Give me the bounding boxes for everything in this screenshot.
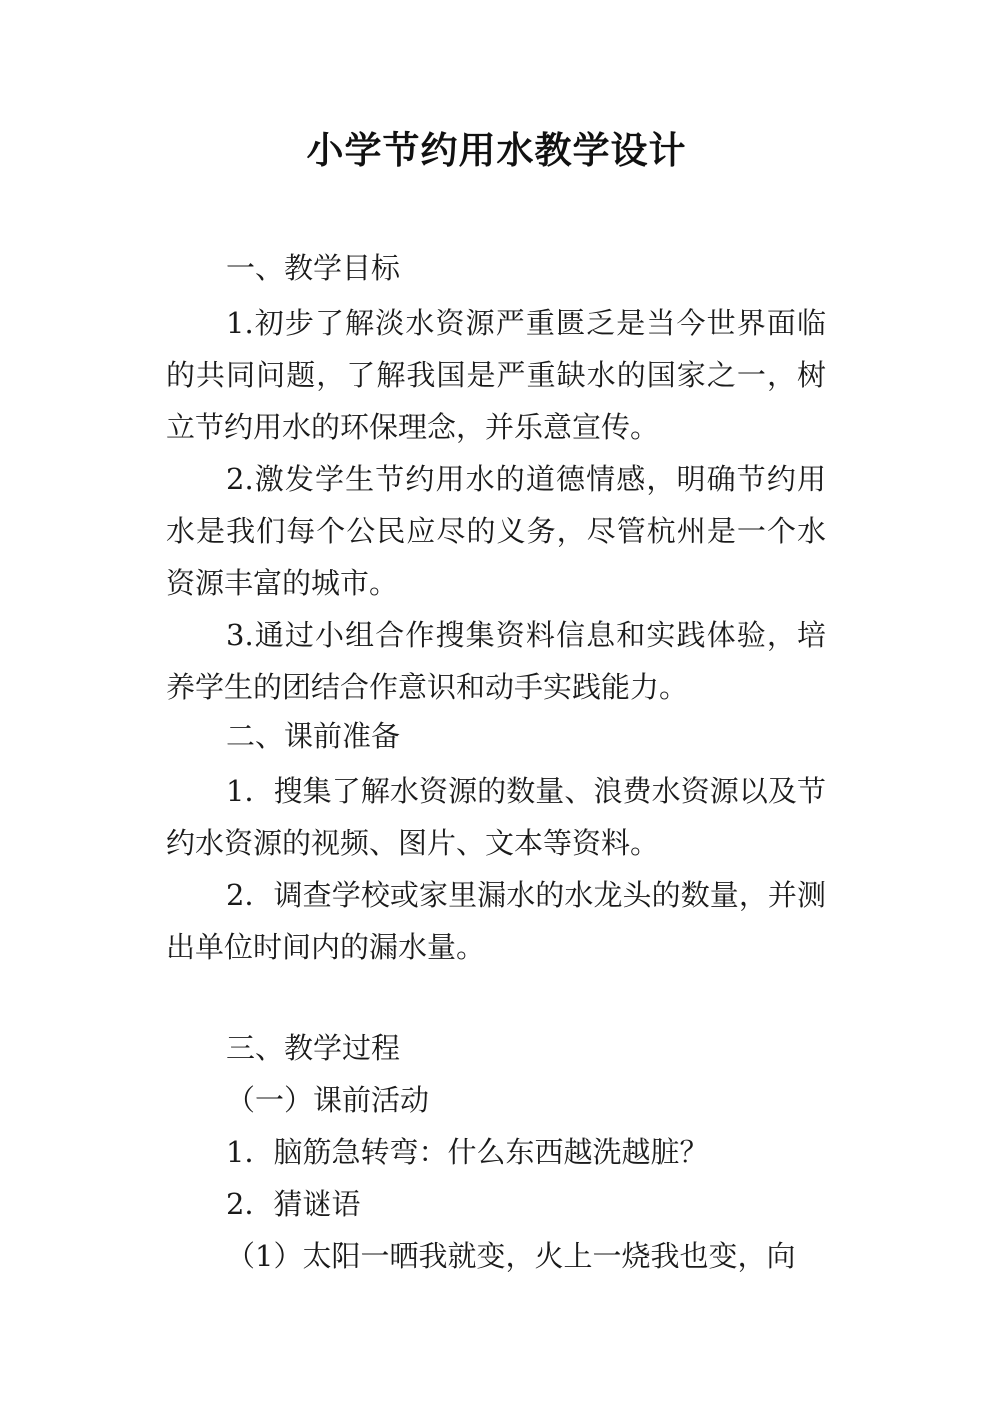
objective-paragraph-1: 1.初步了解淡水资源严重匮乏是当今世界面临的共同问题，了解我国是严重缺水的国家之一，树立节约用水的环保理念，并乐意宣传。 [166, 306, 826, 444]
subsection-heading-pre-class: （一）课前活动 [226, 1083, 430, 1117]
section-heading-preparation: 二、课前准备 [226, 719, 401, 753]
objective-paragraph-3: 3.通过小组合作搜集资料信息和实践体验，培养学生的团结合作意识和动手实践能力。 [166, 618, 826, 704]
preparation-paragraph-2: 2．调查学校或家里漏水的水龙头的数量，并测出单位时间内的漏水量。 [166, 878, 826, 964]
activity-item-1: 1．脑筋急转弯：什么东西越洗越脏？ [226, 1135, 709, 1169]
objective-paragraph-2: 2.激发学生节约用水的道德情感，明确节约用水是我们每个公民应尽的义务，尽管杭州是一个水资源丰富的城市。 [166, 462, 826, 600]
preparation-paragraph-1: 1．搜集了解水资源的数量、浪费水资源以及节约水资源的视频、图片、文本等资料。 [166, 774, 826, 860]
section-heading-process: 三、教学过程 [226, 1031, 401, 1065]
riddle-item-1: （1）太阳一晒我就变，火上一烧我也变，向 [226, 1239, 796, 1273]
document-title: 小学节约用水教学设计 [306, 128, 687, 172]
section-heading-objectives: 一、教学目标 [226, 251, 401, 285]
activity-item-2: 2．猜谜语 [226, 1187, 361, 1221]
